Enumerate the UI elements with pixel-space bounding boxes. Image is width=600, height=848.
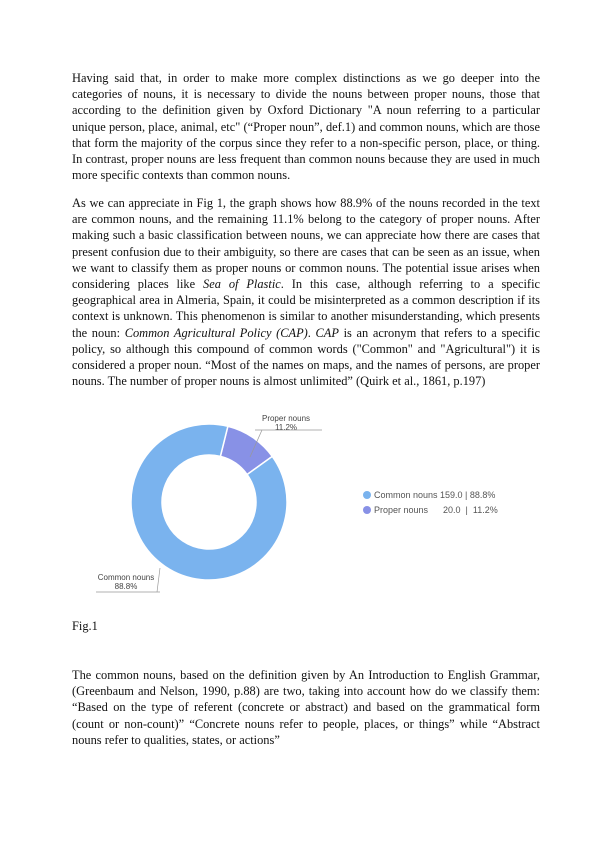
text: is an acronym that refers to a specific policy, so although this compound of common words ("Common" and "Agricultural") it is considered a proper noun. “Most of the names on maps, and the names of persons, are proper nouns. The number of proper nouns is almost unlimited” (Quirk et al., 1861, p.197) xyxy=(72,325,540,389)
slice-label-proper: Proper nouns xyxy=(261,414,311,423)
paragraph-proper-vs-common: Having said that, in order to make more complex distinctions as we go deeper into the categories of nouns, it is necessary to divide the nouns between proper nouns, those that according to the definition given by Oxford Dictionary "A noun referring to a particular unique person, place, animal, etc" (“Proper noun”, def.1) and common nouns, which are those that form the majority of the corpus since they refer to a non-specific person, place, or thing. In contrast, proper nouns are less frequent than common nouns because they are used in much more specific contexts than common nouns. xyxy=(72,71,540,183)
italic-term: CAP xyxy=(315,325,339,340)
legend-common: Common nouns 159.0 | 88.8% xyxy=(374,490,496,500)
legend-swatch-proper xyxy=(363,506,371,514)
text: As we can appreciate in Fig 1, the graph shows how 88.9% of the nouns recorded in the text are common nouns, and the remaining 11.1% belong to the category of proper nouns. After making such a basic classification between nouns, we can appreciate how there are cases that present confusion due to their ambiguity, so there are cases that can be seen as an issue, when we want to classify them as proper nouns or common nouns. The potential issue arises when considering places like xyxy=(72,196,540,292)
slice-pct-common: 88.8% xyxy=(114,582,138,591)
paragraph-common-nouns: The common nouns, based on the definition given by An Introduction to English Grammar, (Greenbaum and Nelson, 1990, p.88) are two, taking into account how do we classify them: “Based on the type of referent (concrete or abstract) and based on the grammatical form (count or non-count)” “Concrete nouns refer to people, places, or things” while “Abstract nouns refer to qualities, states, or actions” xyxy=(72,668,540,747)
text: . xyxy=(307,325,316,340)
italic-term: Common Agricultural Policy (CAP) xyxy=(124,325,308,340)
figure-caption: Fig.1 xyxy=(72,619,98,633)
text: . In this case, although referring to a specific geographical area in Almeria, Spain, it could be misinterpreted as a common description if its context is unknown. This phenomenon is similar to another misunderstanding, which presents the noun: xyxy=(72,277,541,340)
slice-pct-proper: 11.2% xyxy=(274,423,298,432)
slice-label-common: Common nouns xyxy=(97,573,155,582)
legend-swatch-common xyxy=(363,491,371,499)
legend-proper: Proper nouns 20.0 | 11.2% xyxy=(374,505,498,515)
leader-line xyxy=(157,568,160,592)
italic-term: Sea of Plastic xyxy=(203,277,281,292)
